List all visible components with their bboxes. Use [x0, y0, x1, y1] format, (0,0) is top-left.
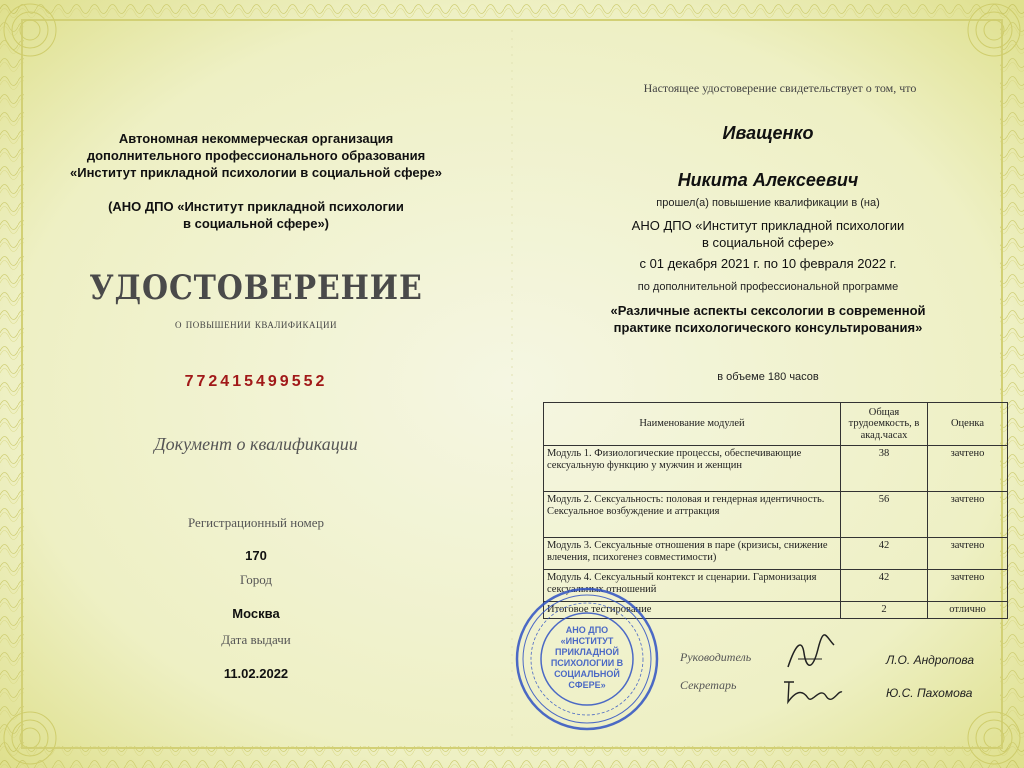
secretary-label: Секретарь	[680, 678, 737, 692]
stamp-line: АНО ДПО	[565, 625, 609, 635]
secretary-signature	[780, 672, 846, 708]
volume-text: в объеме 180 часов	[717, 371, 819, 383]
issue-date-value: 11.02.2022	[223, 666, 289, 681]
right-org-line: АНО ДПО «Институт прикладной психологии	[631, 218, 905, 233]
issue-date-label: Дата выдачи	[221, 632, 291, 647]
certificate-subtitle: о повышении квалификации	[174, 316, 338, 331]
org-full-name	[0, 130, 512, 181]
module-grade: зачтено	[928, 446, 1008, 492]
reg-number-label: Регистрационный номер	[188, 515, 324, 530]
module-hours: 42	[841, 538, 928, 570]
certificate-number: 772415499552	[184, 373, 328, 390]
city-label: Город	[239, 572, 273, 587]
program-line: практике психологического консультирования»	[613, 320, 923, 335]
stamp-line: ПРИКЛАДНОЙ	[555, 647, 619, 657]
org-line: «Институт прикладной психологии в социальной сфере»	[70, 165, 442, 180]
module-hours: 38	[841, 446, 928, 492]
program-label: по дополнительной профессиональной программе	[637, 281, 899, 293]
org-short-line: (АНО ДПО «Институт прикладной психологии	[108, 199, 404, 214]
head-signature	[782, 633, 842, 675]
secretary-name: Ю.С. Пахомова	[886, 686, 973, 700]
module-grade: отлично	[928, 602, 1008, 619]
module-name: Итоговое тестирование	[544, 602, 841, 619]
reg-number-value: 170	[245, 548, 267, 563]
module-hours: 2	[841, 602, 928, 619]
head-name: Л.О. Андропова	[886, 653, 975, 667]
table-row	[544, 492, 1008, 538]
right-org-line: в социальной сфере»	[701, 235, 835, 250]
table-row	[544, 446, 1008, 492]
program-line: «Различные аспекты сексологии в современной	[610, 303, 926, 318]
header-grade: Оценка	[928, 403, 1008, 446]
intro-text: Настоящее удостоверение свидетельствует о том, что	[643, 81, 917, 95]
stamp-line: СФЕРЕ»	[568, 680, 606, 690]
official-stamp	[514, 586, 660, 732]
city-value: Москва	[232, 606, 280, 621]
document-type: Документ о квалификации	[154, 434, 358, 454]
holder-surname: Иващенко	[722, 123, 814, 143]
header-hours: Общая трудоемкость, в акад.часах	[841, 403, 928, 446]
org-line: дополнительного профессионального образования	[86, 148, 426, 163]
stamp-line: ПСИХОЛОГИИ В	[550, 658, 624, 668]
module-name: Модуль 3. Сексуальные отношения в паре (кризисы, снижение влечения, психогенез совместимости)	[544, 538, 841, 570]
module-name: Модуль 1. Физиологические процессы, обеспечивающие сексуальную функцию у мужчин и женщин	[544, 446, 841, 492]
right-org-name	[512, 217, 1024, 251]
stamp-line: «ИНСТИТУТ	[560, 636, 614, 646]
head-label: Руководитель	[680, 650, 752, 664]
org-short-line: в социальной сфере»)	[182, 216, 330, 231]
holder-name: Никита Алексеевич	[677, 170, 859, 190]
table-row	[544, 538, 1008, 570]
module-grade: зачтено	[928, 570, 1008, 602]
study-period: с 01 декабря 2021 г. по 10 февраля 2022 г.	[639, 256, 897, 271]
module-name: Модуль 2. Сексуальность: половая и гендерная идентичность. Сексуальное возбуждение и аттракция	[544, 492, 841, 538]
module-name: Модуль 4. Сексуальный контекст и сценарии. Гармонизация сексуальных отношений	[544, 570, 841, 602]
table-header-row	[544, 403, 1008, 446]
stamp-line: СОЦИАЛЬНОЙ	[554, 669, 620, 679]
module-grade: зачтено	[928, 538, 1008, 570]
module-hours: 56	[841, 492, 928, 538]
certificate-title: УДОСТОВЕРЕНИЕ	[89, 268, 423, 308]
org-short-name	[0, 198, 512, 232]
passed-text: прошел(а) повышение квалификации в (на)	[656, 197, 880, 209]
module-grade: зачтено	[928, 492, 1008, 538]
module-hours: 42	[841, 570, 928, 602]
header-module-name: Наименование модулей	[544, 403, 841, 446]
org-line: Автономная некоммерческая организация	[118, 131, 394, 146]
program-name	[512, 302, 1024, 336]
